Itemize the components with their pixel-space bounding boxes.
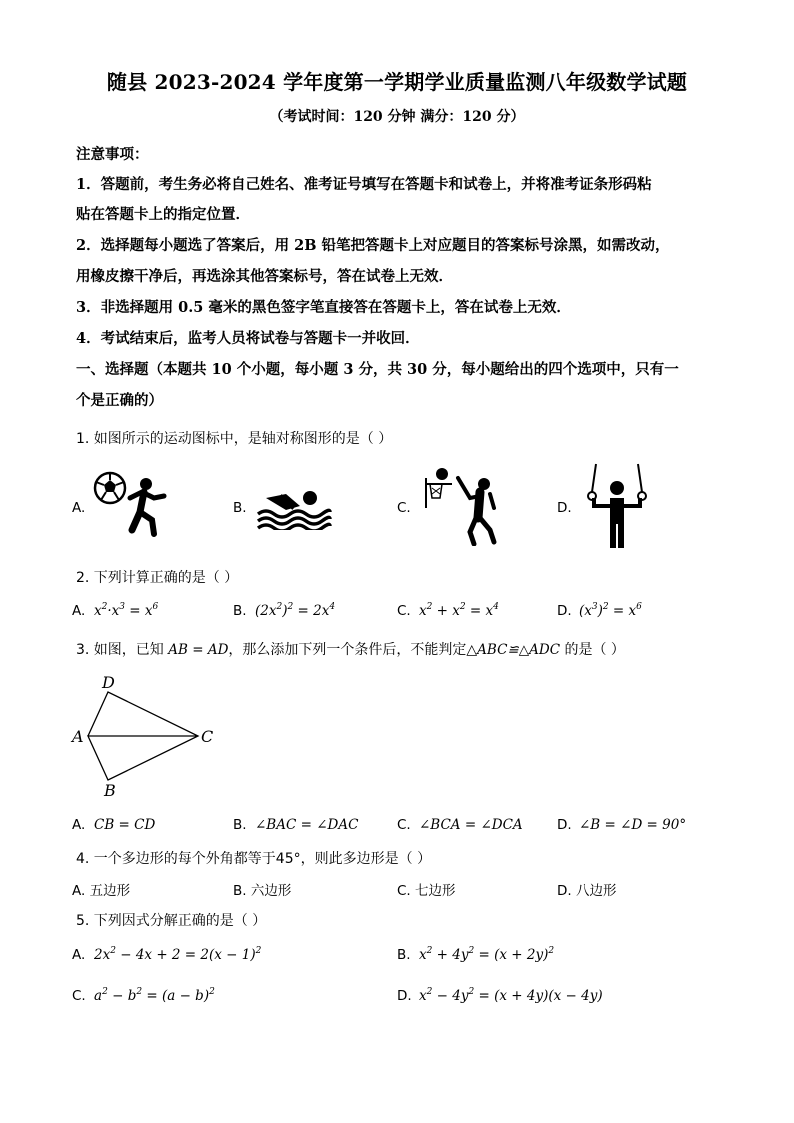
- q2-stem: 2. 下列计算正确的是（ ）: [76, 570, 239, 586]
- q1-option-d-label: D.: [557, 500, 572, 516]
- soccer-player-icon: [92, 470, 172, 540]
- q1-stem: 1. 如图所示的运动图标中，是轴对称图形的是（ ）: [76, 431, 393, 447]
- q4-option-b: B. 六边形: [233, 883, 292, 899]
- exam-title: 随县 2023-2024 学年度第一学期学业质量监测八年级数学试题: [106, 70, 688, 94]
- q5-option-a-label: A.: [72, 947, 86, 963]
- basketball-player-icon: [418, 466, 498, 546]
- vertex-label-c: C: [201, 727, 214, 746]
- q3-option-a-label: A.: [72, 817, 86, 833]
- notice-line-3: 3．非选择题用 0.5 毫米的黑色签字笔直接答在答题卡上，答在试卷上无效．: [76, 299, 571, 316]
- q3-stem: 3. 如图，已知 AB = AD，那么添加下列一个条件后，不能判定△ABC≌△ADC 的是（ ）: [76, 642, 625, 658]
- q4-option-d: D. 八边形: [557, 883, 617, 899]
- q5-option-d-label: D.: [397, 988, 412, 1004]
- q5-option-c-formula: $a^2 - b^2 = (a - b)^2$: [94, 987, 215, 1004]
- q1-option-a-label: A.: [72, 500, 86, 516]
- q2-option-d-label: D.: [557, 603, 572, 619]
- q5-stem: 5. 下列因式分解正确的是（ ）: [76, 913, 267, 929]
- q5-option-a-formula: $2x^2 - 4x + 2 = 2(x - 1)^2$: [94, 946, 262, 963]
- q3-option-d-label: D.: [557, 817, 572, 833]
- notice-line-2b: 用橡皮擦干净后，再选涂其他答案标号，答在试卷上无效．: [76, 268, 453, 285]
- q3-option-b-label: B.: [233, 817, 247, 833]
- q3-option-c-text: ∠BCA = ∠DCA: [419, 817, 523, 833]
- q1-option-b-label: B.: [233, 500, 247, 516]
- q2-option-b-label: B.: [233, 603, 247, 619]
- q2-option-d-formula: $(x^3)^2 = x^6$: [579, 602, 642, 619]
- q2-option-b-formula: $(2x^2)^2 = 2x^4$: [255, 602, 336, 619]
- q5-option-b-formula: $x^2 + 4y^2 = (x + 2y)^2$: [419, 946, 555, 963]
- notice-line-4: 4．考试结束后，监考人员将试卷与答题卡一并收回．: [76, 330, 420, 347]
- q5-option-d-formula: $x^2 - 4y^2 = (x + 4y)(x - 4y)$: [419, 987, 603, 1004]
- q3-option-d-text: ∠B = ∠D = 90°: [579, 817, 687, 833]
- q3-option-b-text: ∠BAC = ∠DAC: [255, 817, 359, 833]
- vertex-label-a: A: [72, 727, 84, 746]
- section1-heading-b: 个是正确的）: [76, 392, 163, 409]
- quadrilateral-figure: [70, 672, 230, 802]
- q3-option-a-text: CB = CD: [94, 817, 156, 833]
- q5-option-c-label: C.: [72, 988, 86, 1004]
- q5-option-b-label: B.: [397, 947, 411, 963]
- q4-option-a: A. 五边形: [72, 883, 131, 899]
- exam-subtitle: （考试时间：120 分钟 满分：120 分）: [269, 109, 525, 125]
- section1-heading-a: 一、选择题（本题共 10 个小题，每小题 3 分，共 30 分，每小题给出的四个选项中，只有一: [76, 361, 679, 378]
- q2-option-a-label: A.: [72, 603, 86, 619]
- notice-line-1b: 贴在答题卡上的指定位置．: [76, 206, 250, 223]
- notice-line-1a: 1．答题前，考生务必将自己姓名、准考证号填写在答题卡和试卷上，并将准考证条形码粘: [76, 176, 652, 193]
- notice-heading: 注意事项：: [76, 146, 149, 163]
- q2-option-c-formula: $x^2 + x^2 = x^4$: [419, 602, 499, 619]
- q2-option-a-formula: $x^2\cdot x^3 = x^6$: [94, 602, 159, 619]
- q3-option-c-label: C.: [397, 817, 411, 833]
- q2-option-c-label: C.: [397, 603, 411, 619]
- vertex-label-b: B: [104, 781, 116, 800]
- vertex-label-d: D: [102, 673, 115, 692]
- gymnast-rings-icon: [580, 462, 654, 552]
- swimmer-icon: [256, 488, 332, 530]
- q4-stem: 4. 一个多边形的每个外角都等于45°，则此多边形是（ ）: [76, 851, 432, 867]
- q1-option-c-label: C.: [397, 500, 411, 516]
- notice-line-2a: 2．选择题每小题选了答案后，用 2B 铅笔把答题卡上对应题目的答案标号涂黑，如需改动，: [76, 237, 670, 254]
- q4-option-c: C. 七边形: [397, 883, 456, 899]
